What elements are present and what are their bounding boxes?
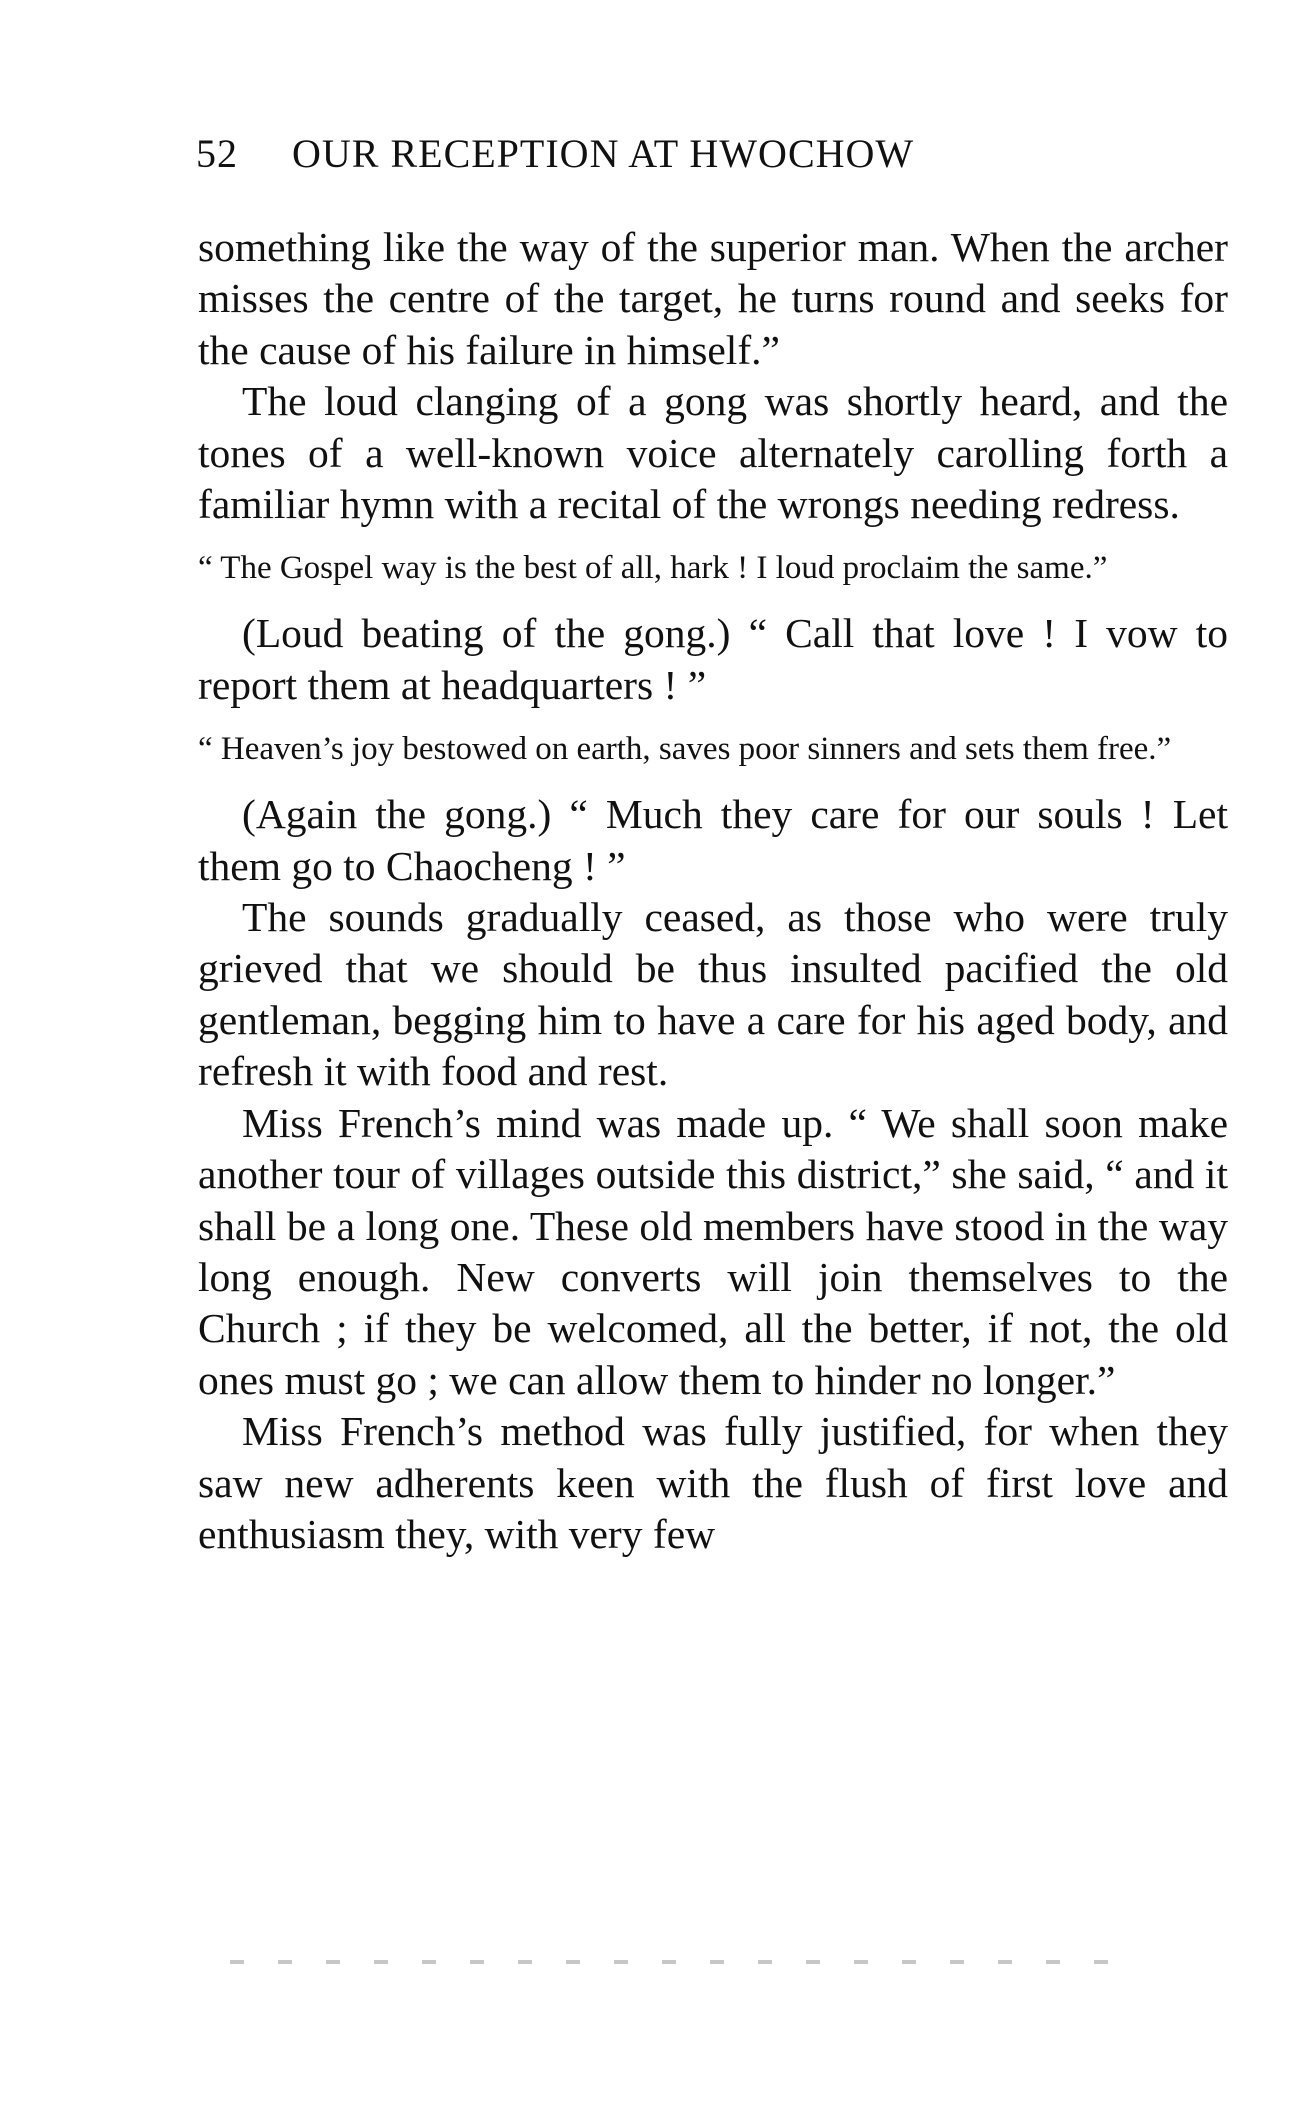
hymn-verse: “ Heaven’s joy bestowed on earth, saves poor sinners and sets them free.” <box>198 731 1172 768</box>
paragraph: The sounds gradually ceased, as those who were truly grieved that we should be thus insulted pacified the old gentleman, begging him to have a care for his aged body, and refresh it with food and rest. <box>198 894 1228 1095</box>
scan-artifact-line <box>230 1960 1110 1964</box>
paragraph: Miss French’s method was fully justified, for when they saw new adherents keen with the flush of first love and enthusiasm they, with very few <box>198 1408 1228 1557</box>
paragraph: Miss French’s mind was made up. “ We shall soon make another tour of villages outside this district,” she said, “ and it shall be a long one. These old members have stood in the way long enough. New converts will join themselves to the Church ; if they be welcomed, all the better, if not, the old ones must go ; we can allow them to hinder no longer.” <box>198 1099 1228 1403</box>
page-body <box>198 222 1228 1560</box>
paragraph: (Loud beating of the gong.) “ Call that love ! I vow to report them at headquarters ! ” <box>198 610 1228 708</box>
page-number: 52 <box>196 131 238 176</box>
running-header <box>196 130 1106 177</box>
paragraph: (Again the gong.) “ Much they care for our souls ! Let them go to Chaocheng ! ” <box>198 791 1228 889</box>
hymn-verse: “ The Gospel way is the best of all, hark ! I loud proclaim the same.” <box>198 550 1108 587</box>
paragraph: something like the way of the superior man. When the archer misses the centre of the target, he turns round and seeks for the cause of his failure in himself.” <box>198 224 1228 373</box>
paragraph: The loud clanging of a gong was shortly heard, and the tones of a well-known voice alternately carolling forth a familiar hymn with a recital of the wrongs needing redress. <box>198 378 1228 528</box>
running-title: OUR RECEPTION AT HWOCHOW <box>292 131 915 176</box>
